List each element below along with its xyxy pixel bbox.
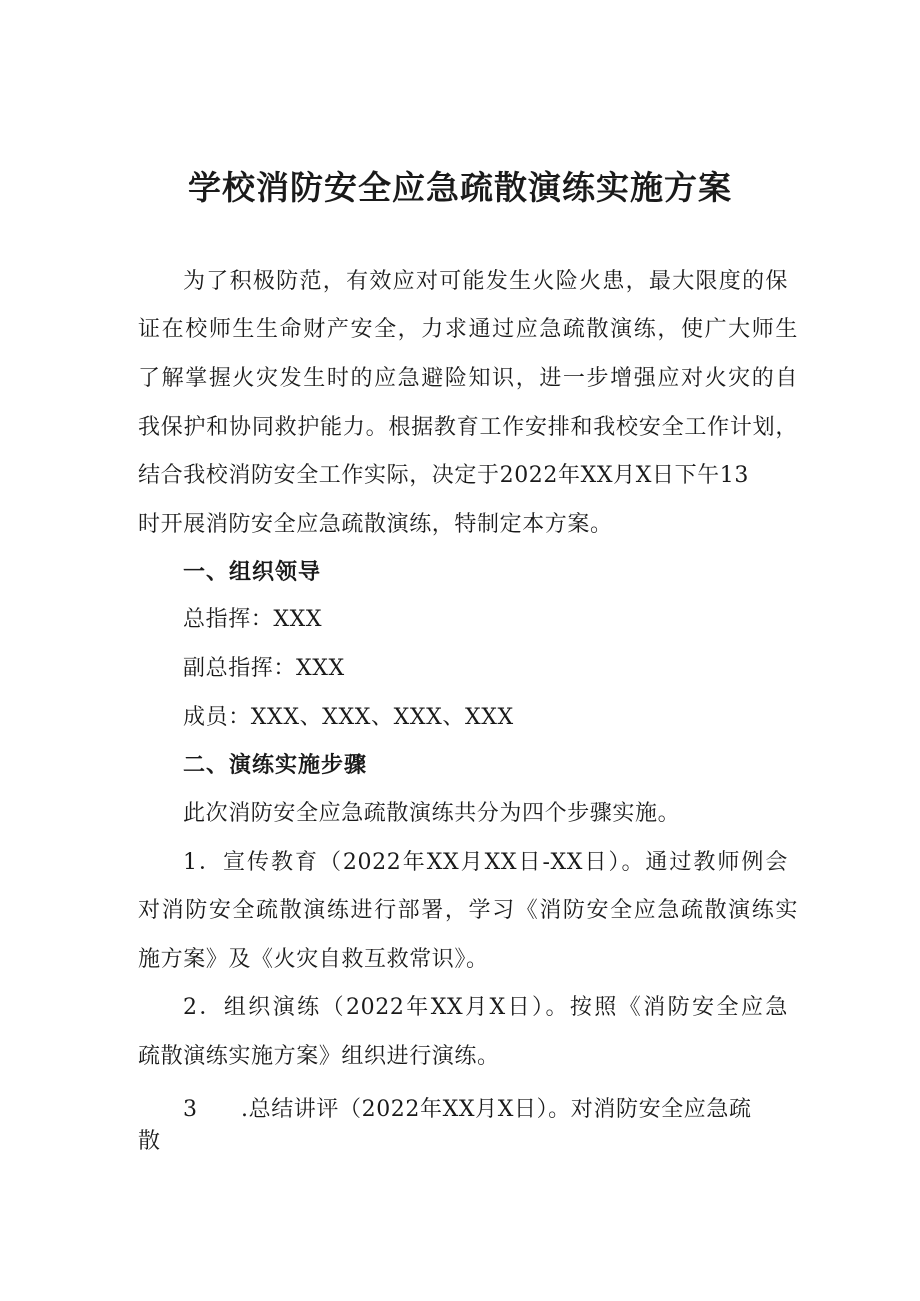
section-heading-steps: 二、演练实施步骤 [183, 753, 368, 778]
step3-line-1 [183, 1093, 788, 1127]
document-title: 学校消防安全应急疏散演练实施方案 [188, 168, 732, 207]
step3-number: 3 [183, 1097, 198, 1122]
step3-line-2: 散 [138, 1129, 161, 1154]
step1-line-1: 1．宣传教育（2022年XX月XX日-XX日）。通过教师例会 [183, 850, 788, 875]
members-line: 成员：XXX、XXX、XXX、XXX [183, 705, 514, 730]
vice-commander-line: 副总指挥：XXX [183, 656, 345, 681]
intro-line-1: 为了积极防范，有效应对可能发生火险火患，最大限度的保 [183, 269, 788, 294]
step1-line-3: 施方案》及《火灾自救互救常识》。 [138, 947, 489, 972]
step1-line-2: 对消防安全疏散演练进行部署，学习《消防安全应急疏散演练实 [138, 898, 798, 923]
intro-line-3: 了解掌握火灾发生时的应急避险知识，进一步增强应对火灾的自 [138, 366, 798, 391]
step3-text: .总结讲评（2022年XX月X日）。对消防安全应急疏 [241, 1097, 752, 1122]
intro-line-6: 时开展消防安全应急疏散演练，特制定本方案。 [138, 512, 613, 537]
intro-line-2: 证在校师生生命财产安全，力求通过应急疏散演练，使广大师生 [138, 317, 798, 342]
intro-line-4: 我保护和协同救护能力。根据教育工作安排和我校安全工作计划， [138, 415, 798, 440]
steps-intro-line: 此次消防安全应急疏散演练共分为四个步骤实施。 [183, 801, 681, 826]
step2-line-2: 疏散演练实施方案》组织进行演练。 [138, 1044, 500, 1069]
section-heading-organization: 一、组织领导 [183, 560, 322, 585]
intro-line-5: 结合我校消防安全工作实际，决定于2022年XX月X日下午13 [138, 463, 749, 488]
step2-line-1: 2．组织演练（2022年XX月X日）。按照《消防安全应急 [183, 995, 788, 1020]
commander-line: 总指挥：XXX [183, 607, 323, 632]
